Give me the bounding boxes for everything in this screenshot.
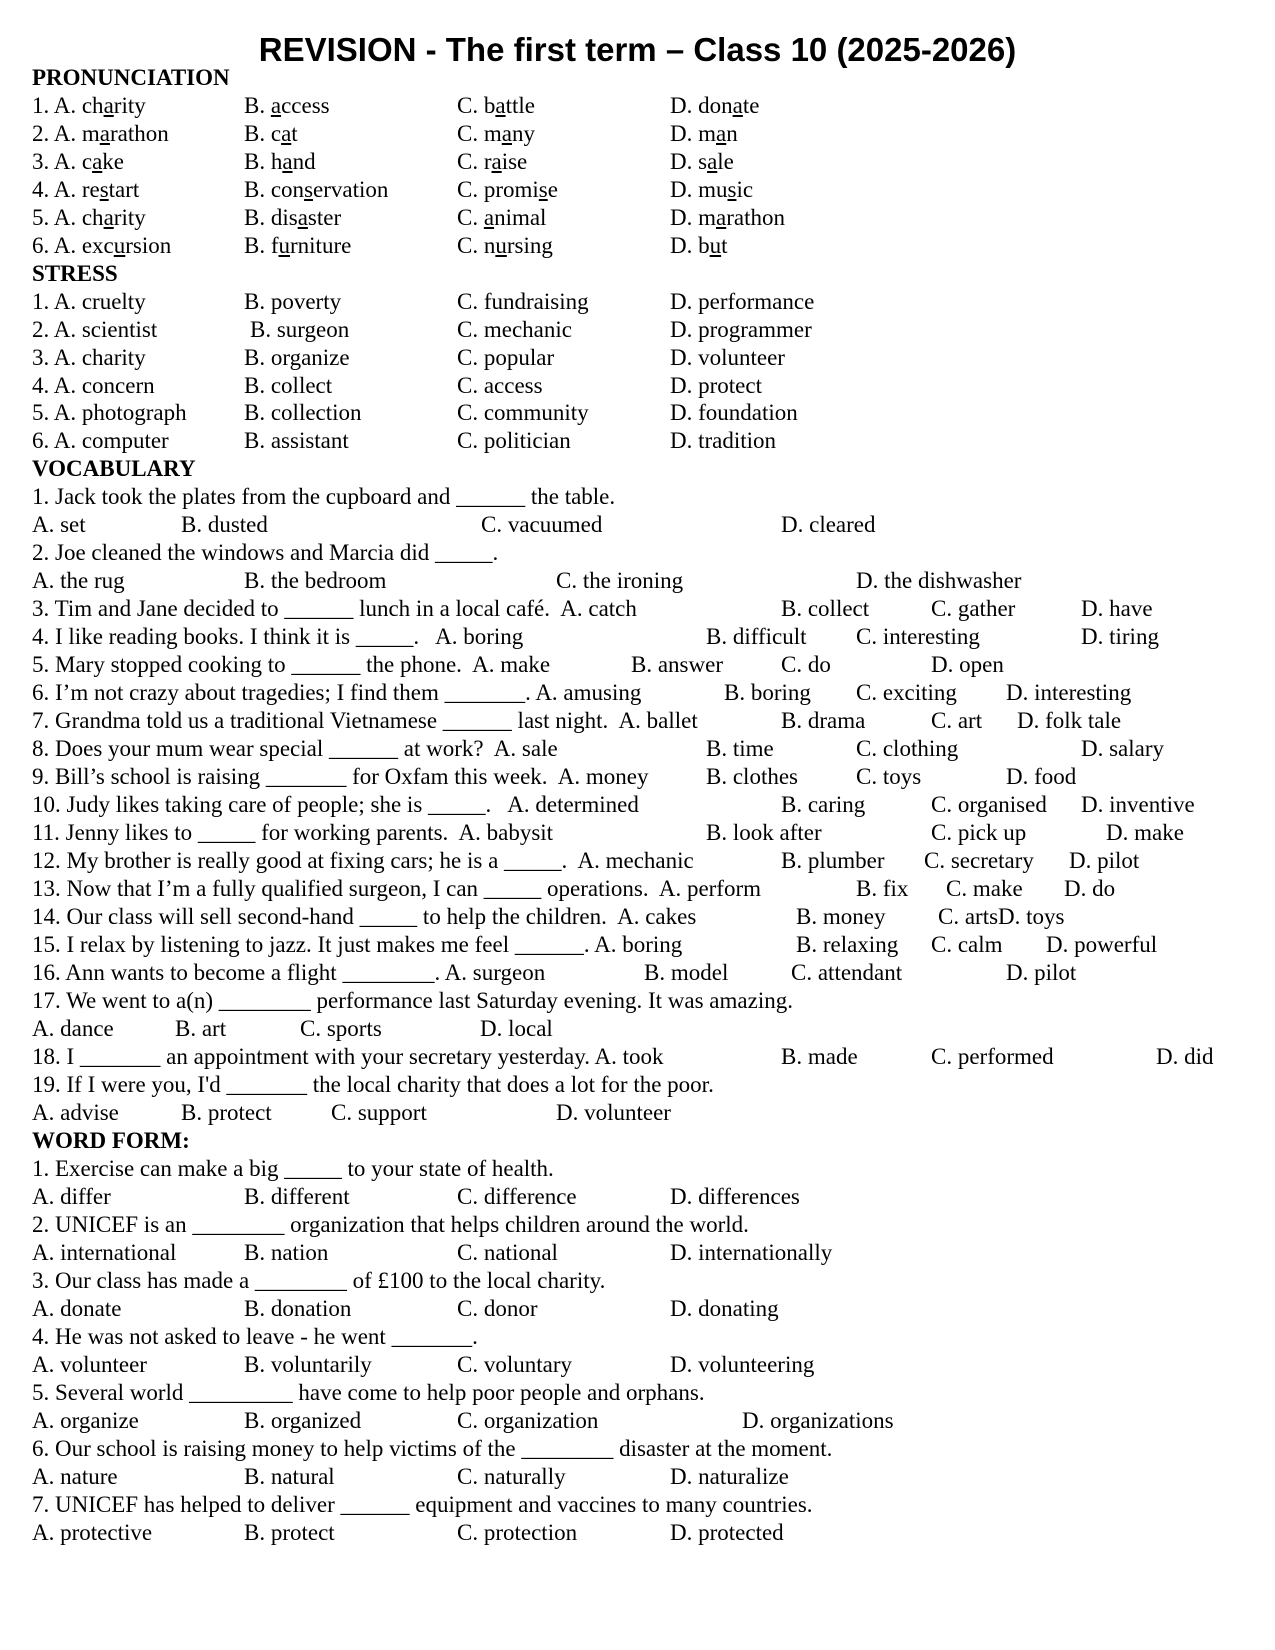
question-text: 8. Does your mum wear special ______ at work? A. sale <box>32 736 558 761</box>
option-c: C. nursing <box>457 233 553 258</box>
option-d: D. music <box>670 177 754 202</box>
option-d: D. performance <box>670 289 815 314</box>
option-c: C. make <box>946 876 1023 901</box>
option-a: 4. A. restart <box>32 177 140 202</box>
option-c: C. popular <box>457 345 555 370</box>
option-b: B. caring <box>781 792 866 817</box>
question-text: 5. Mary stopped cooking to ______ the phone. A. make <box>32 652 551 677</box>
option-b: B. look after <box>706 820 822 845</box>
vocab-question-3 <box>32 595 1252 624</box>
word-form-question-1 <box>32 1155 1252 1184</box>
option-d: D. differences <box>670 1184 800 1209</box>
option-d: D. volunteer <box>556 1100 671 1125</box>
option-d: D. sale <box>670 149 734 174</box>
option-a: 1. A. cruelty <box>32 289 146 314</box>
question-text: 2. UNICEF is an ________ organization that helps children around the world. <box>32 1212 749 1237</box>
option-a: A. protective <box>32 1520 153 1545</box>
option-d: D. cleared <box>781 512 876 537</box>
option-c: C. difference <box>457 1184 577 1209</box>
option-d: D. man <box>670 121 738 146</box>
question-text: 13. Now that I’m a fully qualified surgeon, I can _____ operations. A. perform <box>32 876 762 901</box>
option-b: B. money <box>796 904 886 929</box>
option-b: B. conservation <box>244 177 389 202</box>
option-b: B. assistant <box>244 428 349 453</box>
option-d: D. make <box>1106 820 1184 845</box>
question-text: 2. Joe cleaned the windows and Marcia did _____. <box>32 540 499 565</box>
option-a: A. nature <box>32 1464 118 1489</box>
stress-question-4 <box>32 372 1252 401</box>
option-c: C. attendant <box>791 960 903 985</box>
pronunciation-question-4 <box>32 176 1252 205</box>
option-b: B. collection <box>244 400 362 425</box>
word-form-question-3 <box>32 1267 1252 1296</box>
option-c: C. gather <box>931 596 1016 621</box>
option-c: C. vacuumed <box>481 512 603 537</box>
option-d: D. pilot <box>1006 960 1077 985</box>
stress-question-1 <box>32 288 1252 317</box>
option-a: 6. A. excursion <box>32 233 172 258</box>
option-b: B. plumber <box>781 848 885 873</box>
option-d: D. protect <box>670 373 762 398</box>
vocab-question-15 <box>32 931 1252 960</box>
question-text: 7. UNICEF has helped to deliver ______ equipment and vaccines to many countries. <box>32 1492 813 1517</box>
option-b: B. poverty <box>244 289 342 314</box>
question-text: 6. I’m not crazy about tragedies; I find them _______. A. amusing <box>32 680 642 705</box>
word-form-options-6 <box>32 1463 1252 1492</box>
option-c: C. artsD. toys <box>938 904 1065 929</box>
option-c: C. performed <box>931 1044 1054 1069</box>
section-heading-vocabulary: VOCABULARY <box>32 456 196 481</box>
section-heading-word-form: WORD FORM: <box>32 1128 190 1153</box>
vocab-question-11 <box>32 819 1252 848</box>
section-heading-stress: STRESS <box>32 261 118 286</box>
option-d: D. powerful <box>1046 932 1158 957</box>
option-c: C. community <box>457 400 589 425</box>
question-text: 3. Our class has made a ________ of £100 to the local charity. <box>32 1268 606 1293</box>
option-b: B. dusted <box>181 512 268 537</box>
vocab-question-10 <box>32 791 1252 820</box>
page-title: REVISION - The first term – Class 10 (2025-2026) <box>258 31 1017 68</box>
option-c: C. support <box>331 1100 427 1125</box>
option-c: C. promise <box>457 177 558 202</box>
question-text: 19. If I were you, I'd _______ the local charity that does a lot for the poor. <box>32 1072 714 1097</box>
vocab-options-19 <box>32 1099 1252 1128</box>
option-a: A. the rug <box>32 568 125 593</box>
question-text: 4. I like reading books. I think it is _____. A. boring <box>32 624 524 649</box>
option-d: D. protected <box>670 1520 784 1545</box>
option-b: B. clothes <box>706 764 798 789</box>
option-c: C. access <box>457 373 543 398</box>
option-c: C. protection <box>457 1520 578 1545</box>
stress-question-6 <box>32 427 1252 456</box>
word-form-question-7 <box>32 1491 1252 1520</box>
word-form-options-1 <box>32 1183 1252 1212</box>
option-a: 5. A. charity <box>32 205 146 230</box>
option-d: D. programmer <box>670 317 812 342</box>
question-text: 1. Jack took the plates from the cupboard and ______ the table. <box>32 484 616 509</box>
option-b: B. answer <box>631 652 723 677</box>
vocab-question-17 <box>32 987 1252 1016</box>
option-d: D. food <box>1006 764 1077 789</box>
option-c: C. exciting <box>856 680 957 705</box>
word-form-question-4 <box>32 1323 1252 1352</box>
option-d: D. interesting <box>1006 680 1132 705</box>
question-text: 15. I relax by listening to jazz. It just makes me feel ______. A. boring <box>32 932 683 957</box>
option-b: B. donation <box>244 1296 352 1321</box>
option-c: C. politician <box>457 428 571 453</box>
question-text: 18. I _______ an appointment with your secretary yesterday. A. took <box>32 1044 664 1069</box>
option-b: B. nation <box>244 1240 329 1265</box>
vocab-options-2 <box>32 567 1252 596</box>
option-d: D. organizations <box>742 1408 894 1433</box>
option-c: C. mechanic <box>457 317 572 342</box>
vocab-question-16 <box>32 959 1252 988</box>
option-c: C. animal <box>457 205 547 230</box>
question-text: 16. Ann wants to become a flight ________. A. surgeon <box>32 960 546 985</box>
option-d: D. local <box>480 1016 553 1041</box>
option-d: D. donate <box>670 93 760 118</box>
option-c: C. voluntary <box>457 1352 572 1377</box>
option-b: B. relaxing <box>796 932 899 957</box>
word-form-question-5 <box>32 1379 1252 1408</box>
vocab-question-19 <box>32 1071 1252 1100</box>
option-b: B. collect <box>244 373 333 398</box>
option-b: B. natural <box>244 1464 335 1489</box>
option-d: D. marathon <box>670 205 785 230</box>
option-c: C. secretary <box>924 848 1034 873</box>
option-b: B. collect <box>781 596 870 621</box>
option-b: B. the bedroom <box>244 568 387 593</box>
option-c: C. organization <box>457 1408 599 1433</box>
vocab-question-4 <box>32 623 1252 652</box>
vocab-question-13 <box>32 875 1252 904</box>
option-c: C. the ironing <box>556 568 684 593</box>
option-c: C. raise <box>457 149 528 174</box>
word-form-question-6 <box>32 1435 1252 1464</box>
question-text: 7. Grandma told us a traditional Vietnamese ______ last night. A. ballet <box>32 708 698 733</box>
option-b: B. art <box>175 1016 227 1041</box>
option-c: C. many <box>457 121 535 146</box>
option-c: C. art <box>931 708 983 733</box>
option-a: 5. A. photograph <box>32 400 187 425</box>
option-a: 3. A. cake <box>32 149 124 174</box>
vocab-options-17 <box>32 1015 1252 1044</box>
option-b: B. disaster <box>244 205 342 230</box>
vocab-options-1 <box>32 511 1252 540</box>
option-d: D. volunteer <box>670 345 785 370</box>
option-a: 2. A. marathon <box>32 121 169 146</box>
option-b: B. voluntarily <box>244 1352 372 1377</box>
option-d: D. inventive <box>1081 792 1195 817</box>
vocab-question-12 <box>32 847 1252 876</box>
option-c: C. pick up <box>931 820 1027 845</box>
option-b: B. difficult <box>706 624 807 649</box>
option-d: D. naturalize <box>670 1464 789 1489</box>
option-d: D. tiring <box>1081 624 1159 649</box>
pronunciation-question-5 <box>32 204 1252 233</box>
stress-question-5 <box>32 399 1252 428</box>
vocab-question-1 <box>32 483 1252 512</box>
option-c: C. naturally <box>457 1464 566 1489</box>
question-text: 1. Exercise can make a big _____ to your state of health. <box>32 1156 554 1181</box>
question-text: 3. Tim and Jane decided to ______ lunch in a local café. A. catch <box>32 596 637 621</box>
option-d: D. open <box>931 652 1004 677</box>
option-d: D. but <box>670 233 728 258</box>
option-d: D. have <box>1081 596 1153 621</box>
option-b: B. furniture <box>244 233 352 258</box>
pronunciation-question-3 <box>32 148 1252 177</box>
option-b: B. cat <box>244 121 298 146</box>
option-b: B. boring <box>724 680 811 705</box>
option-d: D. pilot <box>1069 848 1140 873</box>
option-d: D. salary <box>1081 736 1165 761</box>
vocab-question-7 <box>32 707 1252 736</box>
vocab-question-18 <box>32 1043 1252 1072</box>
option-c: C. sports <box>300 1016 382 1041</box>
stress-question-3 <box>32 344 1252 373</box>
question-text: 11. Jenny likes to _____ for working parents. A. babysit <box>32 820 554 845</box>
question-text: 10. Judy likes taking care of people; she is _____. A. determined <box>32 792 639 817</box>
section-heading-pronunciation: PRONUNCIATION <box>32 65 230 90</box>
option-d: D. foundation <box>670 400 798 425</box>
option-c: C. clothing <box>856 736 959 761</box>
option-c: C. calm <box>931 932 1003 957</box>
option-c: C. donor <box>457 1296 538 1321</box>
option-d: D. the dishwasher <box>856 568 1022 593</box>
question-text: 5. Several world _________ have come to help poor people and orphans. <box>32 1380 705 1405</box>
option-a: 2. A. scientist <box>32 317 158 342</box>
vocab-question-2 <box>32 539 1252 568</box>
vocab-question-14 <box>32 903 1252 932</box>
option-a: A. donate <box>32 1296 122 1321</box>
question-text: 9. Bill’s school is raising _______ for Oxfam this week. A. money <box>32 764 649 789</box>
option-a: A. differ <box>32 1184 111 1209</box>
option-a: 1. A. charity <box>32 93 146 118</box>
question-text: 14. Our class will sell second-hand _____ to help the children. A. cakes <box>32 904 697 929</box>
option-b: B. drama <box>781 708 866 733</box>
option-c: C. fundraising <box>457 289 589 314</box>
word-form-options-7 <box>32 1519 1252 1548</box>
option-b: B. organize <box>244 345 350 370</box>
pronunciation-question-1 <box>32 92 1252 121</box>
pronunciation-question-6 <box>32 232 1252 261</box>
question-text: 17. We went to a(n) ________ performance last Saturday evening. It was amazing. <box>32 988 793 1013</box>
question-text: 4. He was not asked to leave - he went _______. <box>32 1324 478 1349</box>
word-form-question-2 <box>32 1211 1252 1240</box>
option-b: B. protect <box>244 1520 335 1545</box>
option-c: C. toys <box>856 764 922 789</box>
vocab-question-6 <box>32 679 1252 708</box>
vocab-question-5 <box>32 651 1252 680</box>
option-b: B. organized <box>244 1408 362 1433</box>
option-b: B. different <box>244 1184 350 1209</box>
option-c: C. battle <box>457 93 535 118</box>
option-c: C. national <box>457 1240 558 1265</box>
vocab-question-9 <box>32 763 1252 792</box>
word-form-options-5 <box>32 1407 1252 1436</box>
word-form-options-2 <box>32 1239 1252 1268</box>
option-a: 4. A. concern <box>32 373 155 398</box>
option-b: B. time <box>706 736 774 761</box>
option-b: B. hand <box>244 149 316 174</box>
option-a: A. dance <box>32 1016 114 1041</box>
option-d: D. did <box>1156 1044 1214 1069</box>
option-b: B. surgeon <box>250 317 350 342</box>
option-c: C. organised <box>931 792 1047 817</box>
option-b: B. protect <box>181 1100 272 1125</box>
option-c: C. interesting <box>856 624 980 649</box>
word-form-options-4 <box>32 1351 1252 1380</box>
option-d: D. tradition <box>670 428 777 453</box>
option-d: D. donating <box>670 1296 779 1321</box>
stress-question-2 <box>32 316 1252 345</box>
option-b: B. model <box>644 960 729 985</box>
word-form-options-3 <box>32 1295 1252 1324</box>
option-d: D. do <box>1064 876 1116 901</box>
option-d: D. folk tale <box>1017 708 1122 733</box>
vocab-question-8 <box>32 735 1252 764</box>
question-text: 6. Our school is raising money to help victims of the ________ disaster at the moment. <box>32 1436 833 1461</box>
option-d: D. volunteering <box>670 1352 815 1377</box>
option-a: A. volunteer <box>32 1352 147 1377</box>
option-c: C. do <box>781 652 831 677</box>
option-b: B. fix <box>856 876 909 901</box>
option-b: B. access <box>244 93 330 118</box>
question-text: 12. My brother is really good at fixing cars; he is a _____. A. mechanic <box>32 848 694 873</box>
option-a: 6. A. computer <box>32 428 169 453</box>
option-d: D. internationally <box>670 1240 833 1265</box>
option-b: B. made <box>781 1044 858 1069</box>
option-a: 3. A. charity <box>32 345 146 370</box>
option-a: A. set <box>32 512 86 537</box>
option-a: A. advise <box>32 1100 119 1125</box>
option-a: A. international <box>32 1240 177 1265</box>
pronunciation-question-2 <box>32 120 1252 149</box>
option-a: A. organize <box>32 1408 139 1433</box>
